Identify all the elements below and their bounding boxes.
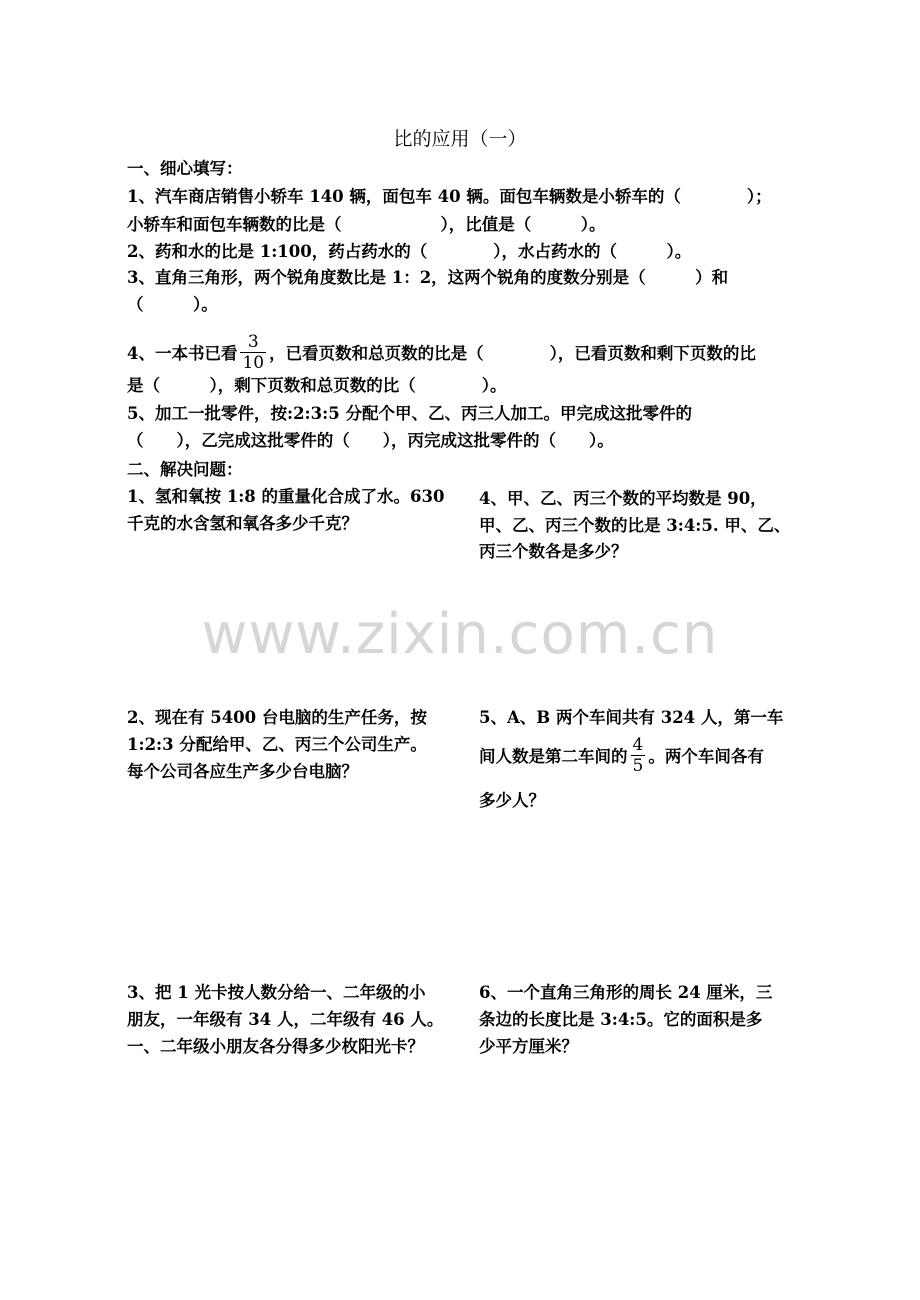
problem-6-line-2: 条边的长度比是 3:4:5。它的面积是多 [479, 1010, 763, 1029]
problem-2-line-3: 每个公司各应生产多少台电脑？ [127, 762, 358, 781]
page-title: 比的应用（一） [393, 128, 527, 150]
question-1-line-2: 小轿车和面包车辆数的比是（ ），比值是（ ）。 [127, 215, 606, 234]
question-5-line-2: （ ），乙完成这批零件的（ ），丙完成这批零件的（ ）。 [127, 431, 614, 450]
problem-2-line-2: 1:2:3 分配给甲、乙、丙三个公司生产。 [127, 735, 427, 754]
question-4-text-before: 4、一本书已看 [127, 344, 238, 363]
fraction-four-fifths [631, 735, 646, 776]
question-1-line-1: 1、汽车商店销售小轿车 140 辆，面包车 40 辆。面包车辆数是小轿车的（ ）； [127, 187, 772, 206]
fraction-denominator: 5 [632, 756, 644, 776]
problem-4-line-2: 甲、乙、丙三个数的比是 3:4:5. 甲、乙、 [479, 516, 791, 535]
question-3-line-1: 3、直角三角形，两个锐角度数比是 1：2，这两个锐角的度数分别是（ ）和 [127, 268, 729, 287]
section2-heading: 二、解决问题： [127, 460, 243, 479]
question-5-line-1: 5、加工一批零件，按:2:3:5 分配个甲、乙、丙三人加工。甲完成这批零件的 [127, 404, 692, 423]
question-4-text-after: ，已看页数和总页数的比是（ ），已看页数和剩下页数的比 [269, 344, 756, 363]
problem-5-line-2 [479, 737, 764, 778]
problem-5-text-after: 。两个车间各有 [648, 747, 764, 766]
problem-4-line-1: 4、甲、乙、丙三个数的平均数是 90， [479, 489, 767, 508]
fraction-denominator: 10 [242, 353, 265, 373]
watermark-text: www.zixin.com.cn [201, 602, 719, 667]
fraction-numerator: 3 [240, 332, 266, 353]
problem-6-line-3: 少平方厘米？ [479, 1037, 578, 1056]
problem-3-line-3: 一、二年级小朋友各分得多少枚阳光卡？ [127, 1037, 424, 1056]
problem-6-line-1: 6、一个直角三角形的周长 24 厘米，三 [479, 983, 773, 1002]
fraction-three-tenths [240, 332, 266, 373]
section1-heading: 一、细心填写： [127, 159, 243, 178]
problem-1-line-1: 1、氢和氧按 1:8 的重量化合成了水。630 [127, 487, 445, 506]
problem-3-line-2: 朋友，一年级有 34 人，二年级有 46 人。 [127, 1010, 444, 1029]
question-2: 2、药和水的比是 1:100，药占药水的（ ），水占药水的（ ）。 [127, 242, 692, 261]
problem-5-line-1: 5、A、B 两个车间共有 324 人，第一车 [479, 708, 784, 727]
problem-2-line-1: 2、现在有 5400 台电脑的生产任务，按 [127, 708, 427, 727]
problem-1-line-2: 千克的水含氢和氧各多少千克？ [127, 514, 358, 533]
question-4-line-1 [127, 334, 756, 375]
problem-5-text-before: 间人数是第二车间的 [479, 747, 628, 766]
problem-3-line-1: 3、把 1 光卡按人数分给一、二年级的小 [127, 983, 426, 1002]
fraction-numerator: 4 [632, 735, 644, 755]
problem-5-line-3: 多少人？ [479, 791, 545, 810]
problem-4-line-3: 丙三个数各是多少？ [479, 542, 628, 561]
question-4-line-2: 是（ ），剩下页数和总页数的比（ ）。 [127, 376, 507, 395]
question-3-line-2: （ ）。 [127, 295, 218, 314]
